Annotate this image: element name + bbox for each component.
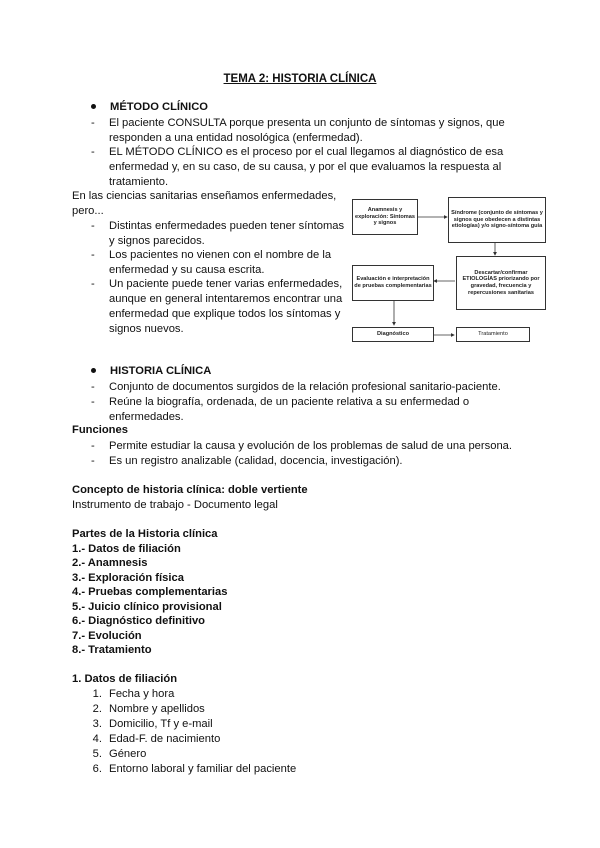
dash: -: [91, 440, 95, 452]
funciones-item-2: Es un registro analizable (calidad, docencia, investigación).: [109, 455, 403, 467]
text-line: El paciente CONSULTA porque presenta un conjunto de síntomas y signos, que: [109, 117, 505, 129]
dash: -: [91, 249, 95, 261]
partes-item: 1.- Datos de filiación: [72, 543, 181, 555]
metodo-subitem-1: [109, 219, 344, 249]
text-line: aunque en general intentaremos encontrar una: [109, 293, 343, 305]
list-number: 5.: [92, 748, 102, 760]
dash: -: [91, 396, 95, 408]
concepto-heading: Concepto de historia clínica: doble vertiente: [72, 484, 308, 496]
partes-item: 7.- Evolución: [72, 630, 142, 642]
box-tratamiento: Tratamiento: [456, 327, 530, 342]
datos-item: Género: [109, 748, 147, 760]
metodo-item-2: [109, 145, 503, 190]
text-line: signos nuevos.: [109, 323, 184, 335]
text-line: Reúne la biografía, ordenada, de un paciente relativa a su enfermedad o: [109, 396, 470, 408]
dash: -: [91, 381, 95, 393]
dash: -: [91, 278, 95, 290]
datos-heading: 1. Datos de filiación: [72, 673, 178, 685]
metodo-subitem-3: [109, 277, 342, 337]
historia-heading-text: HISTORIA CLÍNICA: [110, 365, 212, 377]
text-line: pero...: [72, 205, 104, 217]
text-line: Los pacientes no vienen con el nombre de la: [109, 249, 332, 261]
list-number: 4.: [92, 733, 102, 745]
bullet-dot: [91, 104, 96, 109]
text-line: En las ciencias sanitarias enseñamos enfermedades,: [72, 190, 337, 202]
bullet-dot: [91, 368, 96, 373]
partes-item: 3.- Exploración física: [72, 572, 184, 584]
box-diagnostico: Diagnóstico: [352, 327, 434, 342]
partes-item: 5.- Juicio clínico provisional: [72, 601, 222, 613]
historia-item-1: [109, 380, 501, 395]
text-line: enfermedades.: [109, 411, 184, 423]
datos-item: Nombre y apellidos: [109, 703, 205, 715]
dash: -: [91, 455, 95, 467]
list-number: 3.: [92, 718, 102, 730]
box-anamnesis: Anamnesis y exploración: Síntomas y signos: [352, 199, 418, 235]
datos-item: Fecha y hora: [109, 688, 175, 700]
datos-item: Entorno laboral y familiar del paciente: [109, 763, 297, 775]
concepto-text: Instrumento de trabajo - Documento legal: [72, 499, 278, 511]
metodo-subitem-2: [109, 248, 331, 278]
partes-heading: Partes de la Historia clínica: [72, 528, 218, 540]
text-line: Un paciente puede tener varias enfermedades,: [109, 278, 343, 290]
text-line: EL MÉTODO CLÍNICO es el proceso por el cual llegamos al diagnóstico de esa: [109, 146, 504, 158]
datos-item: Edad-F. de nacimiento: [109, 733, 221, 745]
partes-item: 2.- Anamnesis: [72, 557, 148, 569]
text-line: Distintas enfermedades pueden tener síntomas: [109, 220, 345, 232]
list-number: 1.: [92, 688, 102, 700]
text-line: y signos parecidos.: [109, 235, 205, 247]
box-evaluacion: Evaluación e interpretación de pruebas complementarias: [352, 265, 434, 301]
text-line: enfermedad y, en su caso, de su causa, y por el que evaluamos la respuesta al: [109, 161, 502, 173]
partes-item: 8.- Tratamiento: [72, 644, 152, 656]
box-sindrome: Síndrome (conjunto de síntomas y signos que obedecen a distintas etiologías) y/o signo-síntoma guía: [448, 197, 546, 243]
dash: -: [91, 146, 95, 158]
dash: -: [91, 117, 95, 129]
metodo-heading: [91, 100, 208, 115]
text-line: responden a una entidad nosológica (enfermedad).: [109, 132, 363, 144]
metodo-heading-text: MÉTODO CLÍNICO: [110, 101, 208, 113]
datos-item: Domicilio, Tf y e-mail: [109, 718, 213, 730]
funciones-item-1: Permite estudiar la causa y evolución de los problemas de salud de una persona.: [109, 440, 512, 452]
text-line: enfermedad que explique todos los síntomas y: [109, 308, 341, 320]
partes-item: 6.- Diagnóstico definitivo: [72, 615, 206, 627]
box-descartar: Descartar/confirmar ETIOLOGÍAS priorizando por gravedad, frecuencia y repercusiones sanitarias: [456, 256, 546, 310]
dash: -: [91, 220, 95, 232]
partes-item: 4.- Pruebas complementarias: [72, 586, 228, 598]
text-line: Conjunto de documentos surgidos de la relación profesional sanitario-paciente.: [109, 381, 501, 393]
list-number: 6.: [92, 763, 102, 775]
historia-heading: [91, 364, 211, 379]
text-line: enfermedad y su causa escrita.: [109, 264, 265, 276]
clinical-method-diagram: [352, 197, 548, 347]
historia-item-2: [109, 395, 469, 425]
metodo-item-1: [109, 116, 505, 146]
funciones-heading: Funciones: [72, 424, 128, 436]
metodo-intro: [72, 189, 336, 219]
text-line: tratamiento.: [109, 176, 169, 188]
page-title: TEMA 2: HISTORIA CLÍNICA: [223, 73, 377, 85]
list-number: 2.: [92, 703, 102, 715]
